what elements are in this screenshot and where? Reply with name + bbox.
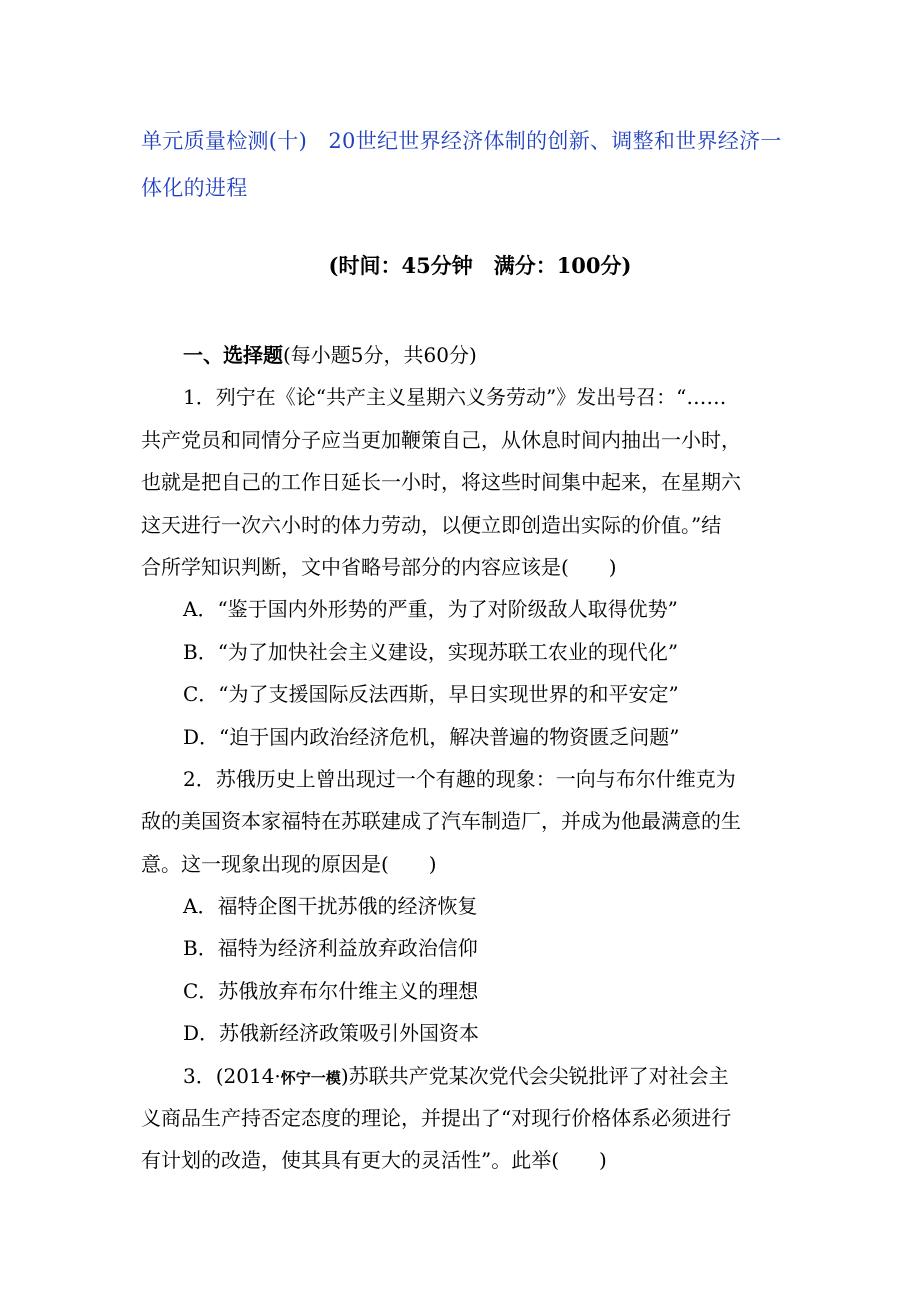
q1-line: 1．列宁在《论“共产主义星期六义务劳动”》发出号召：“…… [183, 385, 727, 410]
exam-time-score: (时间：45分钟 满分：100分) [328, 253, 632, 278]
section-note: (每小题5分，共60分) [283, 343, 477, 367]
q1-line: 也就是把自己的工作日延长一小时，将这些时间集中起来，在星期六 [141, 470, 741, 495]
q1-option-a: A．“鉴于国内外形势的严重，为了对阶级敌人取得优势” [183, 597, 678, 622]
q3-line-1-rest: )苏联共产党某次党代会尖锐批评了对社会主 [340, 1063, 729, 1088]
q2-option-b: B．福特为经济利益放弃政治信仰 [183, 936, 478, 961]
question-body [141, 334, 791, 1182]
q1-option-c: C．“为了支援国际反法西斯，早日实现世界的和平安定” [183, 682, 679, 707]
q3-source: 怀宁一模 [280, 1068, 341, 1087]
q1-option-d: D．“迫于国内政治经济危机，解决普遍的物资匮乏问题” [183, 724, 680, 749]
q3-line-1 [141, 1055, 791, 1097]
q1-line: 合所学知识判断，文中省略号部分的内容应该是( ) [141, 554, 617, 579]
q2-option-a: A．福特企图干扰苏俄的经济恢复 [183, 894, 478, 919]
q1-option-b: B．“为了加快社会主义建设，实现苏联工农业的现代化” [183, 639, 679, 664]
title-line-2: 体化的进程 [141, 176, 248, 200]
q1-line: 这天进行一次六小时的体力劳动，以便立即创造出实际的价值。”结 [141, 512, 722, 537]
section-title: 一、选择题 [183, 343, 283, 367]
title-line-1: 单元质量检测(十) 20世纪世界经济体制的创新、调整和世界经济一 [141, 129, 782, 153]
q2-line: 敌的美国资本家福特在苏联建成了汽车制造厂，并成为他最满意的生 [141, 809, 741, 834]
q2-line: 2．苏俄历史上曾出现过一个有趣的现象：一向与布尔什维克为 [183, 766, 736, 791]
q3-line: 有计划的改造，使其具有更大的灵活性”。此举( ) [141, 1148, 607, 1173]
q3-line: 义商品生产持否定态度的理论，并提出了“对现行价格体系必须进行 [141, 1106, 732, 1131]
document-title [141, 118, 791, 212]
q2-option-c: C．苏俄放弃布尔什维主义的理想 [183, 978, 479, 1003]
q3-prefix: 3．(2014· [183, 1063, 281, 1088]
q2-line: 意。这一现象出现的原因是( ) [141, 851, 437, 876]
q1-line: 共产党员和同情分子应当更加鞭策自己，从休息时间内抽出一小时， [141, 427, 741, 452]
q2-option-d: D．苏俄新经济政策吸引外国资本 [183, 1021, 480, 1046]
section-heading [141, 334, 791, 376]
